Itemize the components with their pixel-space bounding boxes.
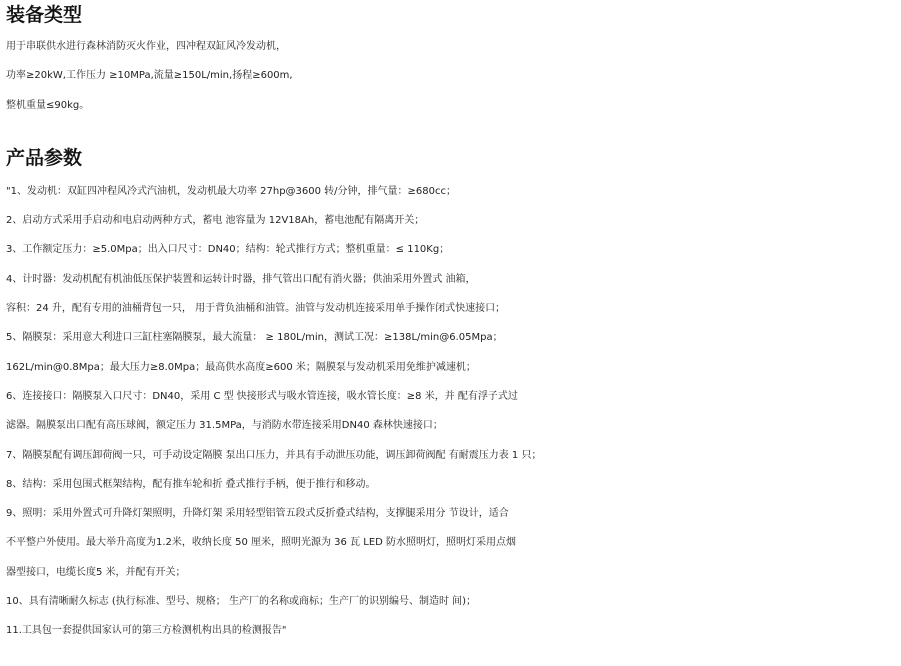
param-line: 7、隔膜泵配有调压卸荷阀一只，可手动设定隔膜 泵出口压力，并具有手动泄压功能，调压卸荷阀配 有耐震压力表 1 只； — [6, 449, 542, 461]
equipment-line: 整机重量≤90kg。 — [6, 99, 90, 111]
equipment-line: 用于串联供水进行森林消防灭火作业，四冲程双缸风冷发动机， — [6, 41, 286, 52]
product-params-list — [6, 177, 898, 646]
param-line: 5、隔膜泵：采用意大利进口三缸柱塞隔膜泵，最大流量： ≥ 180L/min，测试工况：≥138L/min@6.05Mpa； — [6, 332, 503, 344]
param-line: 9、照明：采用外置式可升降灯架照明，升降灯架 采用轻型铝管五段式反折叠式结构，支撑腿采用分 节设计，适合 — [6, 508, 509, 520]
param-line: 162L/min@0.8Mpa；最大压力≥8.0Mpa；最高供水高度≥600 米；隔膜泵与发动机采用免维护减速机； — [6, 361, 476, 373]
equipment-description — [6, 32, 898, 120]
param-line: 不平整户外使用。最大举升高度为1.2米，收纳长度 50 厘米，照明光源为 36 瓦 LED 防水照明灯，照明灯采用点烟 — [6, 537, 517, 549]
section-heading-equipment-type: 装备类型 — [6, 4, 83, 26]
param-line: 滤器。隔膜泵出口配有高压球阀，额定压力 31.5MPa，与消防水带连接采用DN40 森林快速接口； — [6, 420, 443, 432]
document-page — [6, 0, 898, 646]
param-line: 10、具有清晰耐久标志 (执行标准、型号、规格； 生产厂的名称或商标；生产厂的识别编号、制造时 间)； — [6, 596, 477, 608]
param-line: 容积：24 升，配有专用的油桶背包一只， 用于背负油桶和油管。油管与发动机连接采用单手操作闭式快速接口； — [6, 303, 506, 315]
param-line: "1、发动机：双缸四冲程风冷式汽油机，发动机最大功率 27hp@3600 转/分钟，排气量：≥680cc； — [6, 185, 457, 197]
param-line: 4、计时器：发动机配有机油低压保护装置和运转计时器，排气管出口配有消火器；供油采用外置式 油箱， — [6, 273, 476, 285]
param-line: 器型接口，电缆长度5 米，并配有开关； — [6, 566, 186, 578]
section-heading-product-params: 产品参数 — [6, 146, 83, 169]
param-line: 2、启动方式采用手启动和电启动两种方式，蓄电 池容量为 12V18Ah，蓄电池配有隔离开关； — [6, 215, 425, 227]
equipment-line: 功率≥20kW,工作压力 ≥10MPa,流量≥150L/min,扬程≥600m, — [6, 70, 293, 82]
param-line: 3、工作额定压力：≥5.0Mpa；出入口尺寸：DN40；结构：轮式推行方式；整机重量：≤ 110Kg； — [6, 244, 450, 256]
param-line: 6、连接接口：隔膜泵入口尺寸：DN40，采用 C 型 快接形式与吸水管连接，吸水管长度：≥8 米，并 配有浮子式过 — [6, 390, 518, 402]
param-line: 11.工具包一套提供国家认可的第三方检测机构出具的检测报告" — [6, 625, 287, 637]
param-line: 8、结构：采用包围式框架结构，配有推车轮和折 叠式推行手柄，便于推行和移动。 — [6, 478, 376, 490]
